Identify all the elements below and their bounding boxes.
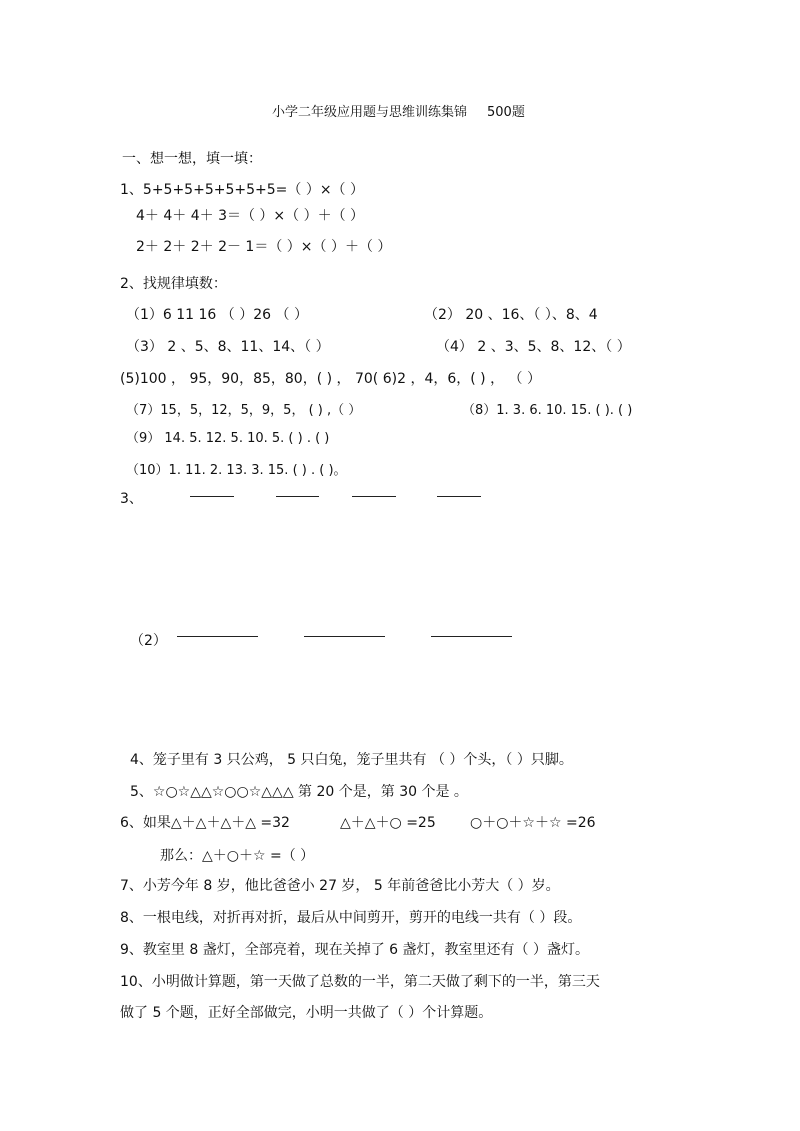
page-title-count: 500题 [487, 105, 525, 120]
pattern-2: （2） 20 、16、（ ）、8、4 [424, 307, 598, 323]
question-1-line-2: 4＋ 4＋ 4＋ 3＝（ ）×（ ）＋（ ） [136, 208, 365, 224]
question-6-part-c: ○＋○＋☆＋☆ =26 [470, 815, 596, 831]
answer-blank [276, 496, 319, 497]
question-6-then: 那么：△＋○＋☆ =（ ） [160, 848, 315, 864]
question-10-line-1: 10、小明做计算题，第一天做了总数的一半，第二天做了剩下的一半，第三天 [120, 974, 600, 990]
question-3-sub-label: （2） [130, 633, 167, 649]
question-5: 5、☆○☆△△☆○○☆△△△ 第 20 个是，第 30 个是 。 [130, 784, 468, 800]
question-8: 8、一根电线，对折再对折，最后从中间剪开，剪开的电线一共有（ ）段。 [120, 910, 582, 926]
answer-blank [437, 496, 481, 497]
pattern-8: （8）1. 3. 6. 10. 15. ( ). ( ) [462, 403, 633, 418]
pattern-3: （3） 2 、5、8、11、14、（ ） [126, 339, 330, 355]
question-6-part-b: △＋△＋○ =25 [340, 815, 436, 831]
answer-blank [304, 636, 385, 637]
answer-blank [190, 496, 234, 497]
question-7: 7、小芳今年 8 岁，他比爸爸小 27 岁， 5 年前爸爸比小芳大（ ）岁。 [120, 878, 560, 894]
pattern-10: （10）1. 11. 2. 13. 3. 15. ( ) . ( )。 [126, 463, 347, 478]
answer-blank [177, 636, 258, 637]
question-9: 9、教室里 8 盏灯，全部亮着，现在关掉了 6 盏灯，教室里还有（ ）盏灯。 [120, 942, 589, 958]
section-heading: 一、想一想，填一填： [122, 151, 262, 167]
question-4: 4、笼子里有 3 只公鸡， 5 只白兔，笼子里共有 （ ）个头，（ ）只脚。 [130, 752, 573, 768]
answer-blank [352, 496, 396, 497]
question-1-line-1: 1、5+5+5+5+5+5+5=（ ）×（ ） [120, 182, 365, 198]
pattern-7: （7）15，5，12，5，9，5， ( ) ,（ ） [126, 403, 362, 418]
pattern-9: （9） 14. 5. 12. 5. 10. 5. ( ) . ( ) [126, 431, 330, 446]
question-3-label: 3、 [120, 491, 143, 507]
page-title: 小学二年级应用题与思维训练集锦 [272, 105, 468, 120]
question-1-line-3: 2＋ 2＋ 2＋ 2－ 1＝（ ）×（ ）＋（ ） [136, 239, 392, 255]
question-6-part-a: 6、如果△＋△＋△＋△ =32 [120, 815, 290, 831]
question-10-line-2: 做了 5 个题，正好全部做完，小明一共做了（ ）个计算题。 [120, 1005, 493, 1021]
pattern-5-6: (5)100 ， 95，90，85，80，( ) ， 70( 6)2 ，4，6，( ) ， （ ） [120, 371, 541, 387]
pattern-1: （1）6 11 16 （ ）26 （ ） [126, 307, 308, 323]
pattern-4: （4） 2 、3、5、8、12、（ ） [436, 339, 631, 355]
question-2-heading: 2、找规律填数： [120, 276, 227, 292]
answer-blank [431, 636, 512, 637]
